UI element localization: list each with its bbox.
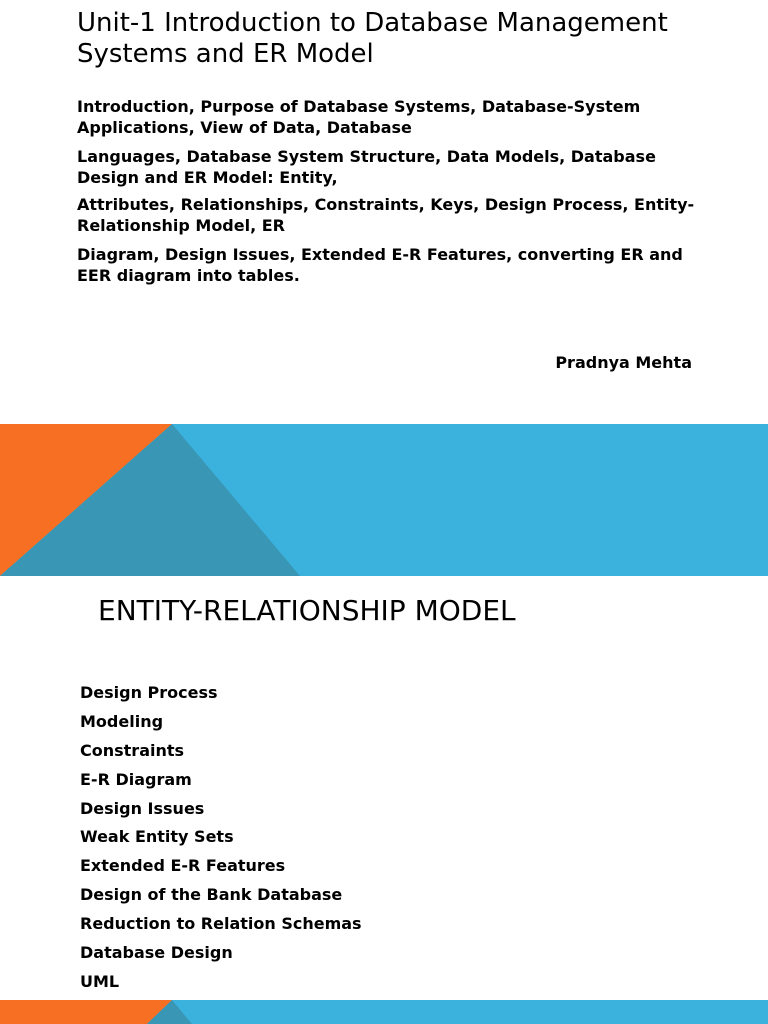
topic-list [80,682,362,1000]
slide-bottom-banner [0,1000,768,1024]
bottom-banner-orange-triangle [0,1000,172,1024]
slide-divider-banner [0,424,768,576]
topic-item: Design Issues [80,798,205,818]
topic-item: Reduction to Relation Schemas [80,914,362,934]
slide-2-title: ENTITY-RELATIONSHIP MODEL [98,594,516,627]
topic-item: Design of the Bank Database [80,885,343,905]
topic-item: E-R Diagram [80,769,192,789]
slide-1 [0,0,768,424]
slide-1-paragraph-3: Attributes, Relationships, Constraints, Keys, Design Process, Entity-Relationship Model, ER [77,195,695,235]
topic-item: Modeling [80,711,164,731]
topic-item: Extended E-R Features [80,856,286,876]
slide-1-paragraph-2: Languages, Database System Structure, Data Models, Database Design and ER Model: Entity, [77,147,656,187]
slide-2 [0,576,768,1000]
author-name: Pradnya Mehta [555,353,692,372]
topic-item: Constraints [80,740,185,760]
topic-item: UML [80,971,120,991]
topic-item: Database Design [80,943,233,963]
slide-1-paragraph-1: Introduction, Purpose of Database Systems, Database-System Applications, View of Data, Database [77,97,641,137]
topic-item: Design Process [80,683,218,702]
slide-1-paragraph-4: Diagram, Design Issues, Extended E-R Features, converting ER and EER diagram into tables. [77,245,683,285]
topic-item: Weak Entity Sets [80,827,234,847]
slide-1-title: Unit-1 Introduction to Database Management Systems and ER Model [77,8,668,69]
